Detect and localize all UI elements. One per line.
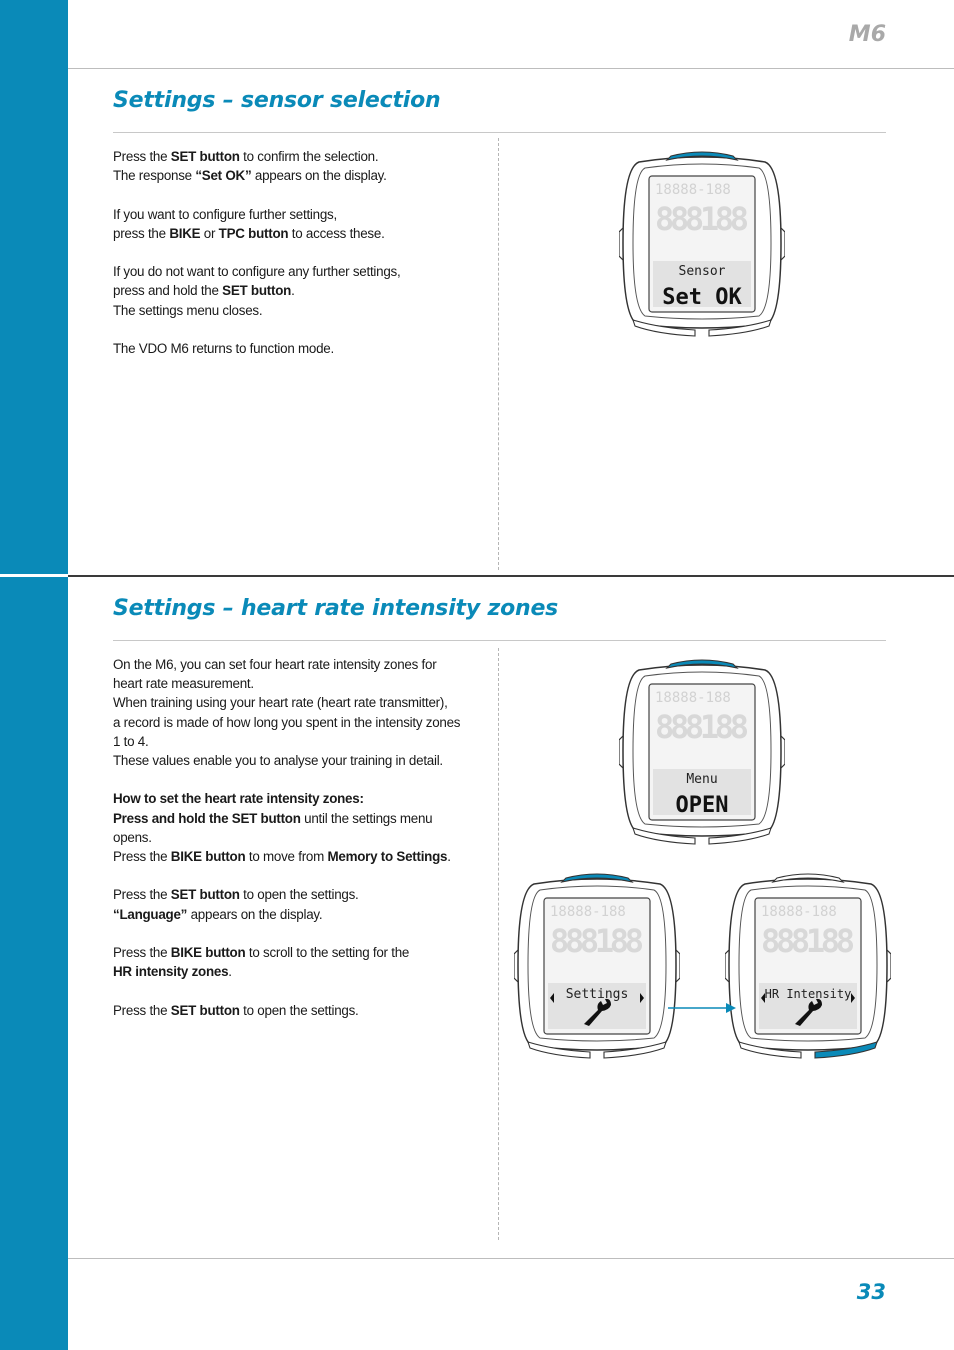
bold-text: BIKE button [170, 945, 246, 960]
lcd-segments-top: 18888-188 [550, 904, 626, 920]
body-line [113, 655, 485, 674]
body-line [113, 866, 485, 885]
bold-text: How to set the heart rate intensity zones: [113, 791, 364, 807]
text-run: On the M6, you can set four heart rate intensity zones for [113, 657, 437, 672]
text-run: Press the [113, 945, 171, 960]
text-run: appears on the display. [187, 906, 323, 922]
text-run: The response [113, 168, 196, 184]
lcd-segments-main: 888188 [655, 200, 749, 238]
body-line [113, 981, 485, 1000]
lcd-segments-main: 888188 [761, 922, 855, 960]
column-divider [498, 138, 499, 570]
body-line [113, 713, 485, 732]
body-line [113, 301, 485, 320]
lcd-line1: HR Intensity [764, 987, 852, 1001]
text-run: a record is made of how long you spent in the intensity zones [113, 714, 461, 730]
header-rule [68, 68, 954, 69]
text-run: If you want to configure further settings, [113, 206, 337, 222]
text-run: to access these. [288, 225, 385, 241]
body-line [113, 674, 485, 693]
hr-zones-body-text [113, 655, 485, 1020]
text-run: to open the settings. [239, 1002, 359, 1018]
text-run: The settings menu closes. [113, 302, 263, 318]
sidebar-band [0, 0, 68, 1350]
body-line [113, 243, 485, 262]
text-run: 1 to 4. [113, 733, 149, 749]
text-run: to move from [245, 849, 328, 865]
body-line [113, 809, 485, 828]
body-line [113, 339, 485, 358]
bold-text: SET button [222, 283, 292, 299]
text-run: Press the [113, 849, 171, 865]
section-rule [113, 132, 886, 133]
body-line [113, 962, 485, 981]
bold-text: “Set OK” [195, 168, 252, 184]
body-line [113, 732, 485, 751]
text-run: until the settings menu [300, 810, 433, 826]
text-run: opens. [113, 829, 152, 845]
body-line [113, 1001, 485, 1020]
text-run: heart rate measurement. [113, 676, 254, 692]
text-run: Press the [113, 149, 171, 164]
bold-text: TPC button [218, 225, 289, 241]
text-run: press the [113, 225, 170, 241]
text-run: appears on the display. [251, 168, 387, 184]
text-run: These values enable you to analyse your training in detail. [113, 753, 443, 769]
page-number: 33 [856, 1280, 886, 1304]
body-line [113, 224, 485, 243]
device-menu-open [619, 656, 785, 846]
body-line [113, 281, 485, 300]
bold-text: BIKE button [170, 849, 246, 865]
text-run: . [291, 283, 295, 299]
sidebar-gap [0, 574, 68, 577]
device-sensor-setok [619, 148, 785, 338]
body-line [113, 770, 485, 789]
body-line [113, 205, 485, 224]
lcd-line1: Sensor [678, 264, 726, 279]
text-run: to open the settings. [239, 887, 359, 903]
text-run: . [447, 849, 451, 865]
body-line [113, 943, 485, 962]
model-label: M6 [848, 22, 886, 47]
lcd-segments-top: 18888-188 [761, 904, 837, 920]
text-run: Press the [113, 887, 171, 903]
body-line [113, 185, 485, 204]
section-title-hr-zones: Settings – heart rate intensity zones [113, 596, 559, 621]
bold-text: BIKE [169, 225, 201, 241]
body-line [113, 924, 485, 943]
text-run: . [228, 964, 232, 980]
bold-text: Press and hold the SET button [113, 810, 301, 826]
footer-rule [68, 1258, 954, 1259]
column-divider [498, 648, 499, 1240]
lcd-segments-main: 888188 [655, 708, 749, 746]
body-line [113, 885, 485, 904]
lcd-line2: OPEN [675, 793, 729, 818]
device-hr-intensity [725, 870, 891, 1060]
body-line [113, 789, 485, 808]
body-line [113, 320, 485, 339]
body-line [113, 905, 485, 924]
lcd-segments-top: 18888-188 [655, 690, 731, 706]
body-line [113, 693, 485, 712]
text-run: Press the [113, 1002, 171, 1018]
text-run: The VDO M6 returns to function mode. [113, 340, 334, 356]
text-run: or [200, 225, 219, 241]
text-run: When training using your heart rate (heart rate transmitter), [113, 695, 448, 711]
bold-text: “Language” [113, 906, 188, 922]
lcd-line1: Settings [565, 987, 629, 1002]
text-run: to confirm the selection. [239, 149, 379, 164]
section-rule [113, 640, 886, 641]
body-line [113, 147, 485, 166]
bold-text: Memory to Settings [327, 849, 448, 865]
lcd-segments-top: 18888-188 [655, 182, 731, 198]
text-run: press and hold the [113, 283, 223, 299]
bold-text: HR intensity zones [113, 964, 229, 980]
lcd-line2: Set OK [662, 285, 742, 310]
sensor-body-text [113, 147, 485, 358]
body-line [113, 262, 485, 281]
body-line [113, 847, 485, 866]
body-line [113, 166, 485, 185]
bold-text: SET button [170, 1002, 240, 1018]
arrow-right-icon [668, 1000, 738, 1016]
lcd-line1: Menu [686, 772, 718, 787]
bold-text: SET button [170, 149, 240, 164]
device-settings [514, 870, 680, 1060]
lcd-segments-main: 888188 [550, 922, 644, 960]
body-line [113, 828, 485, 847]
body-line [113, 751, 485, 770]
bold-text: SET button [170, 887, 240, 903]
text-run: to scroll to the setting for the [245, 945, 410, 960]
text-run: If you do not want to configure any further settings, [113, 264, 401, 280]
section-divider [68, 575, 954, 577]
section-title-sensor: Settings – sensor selection [113, 88, 441, 113]
